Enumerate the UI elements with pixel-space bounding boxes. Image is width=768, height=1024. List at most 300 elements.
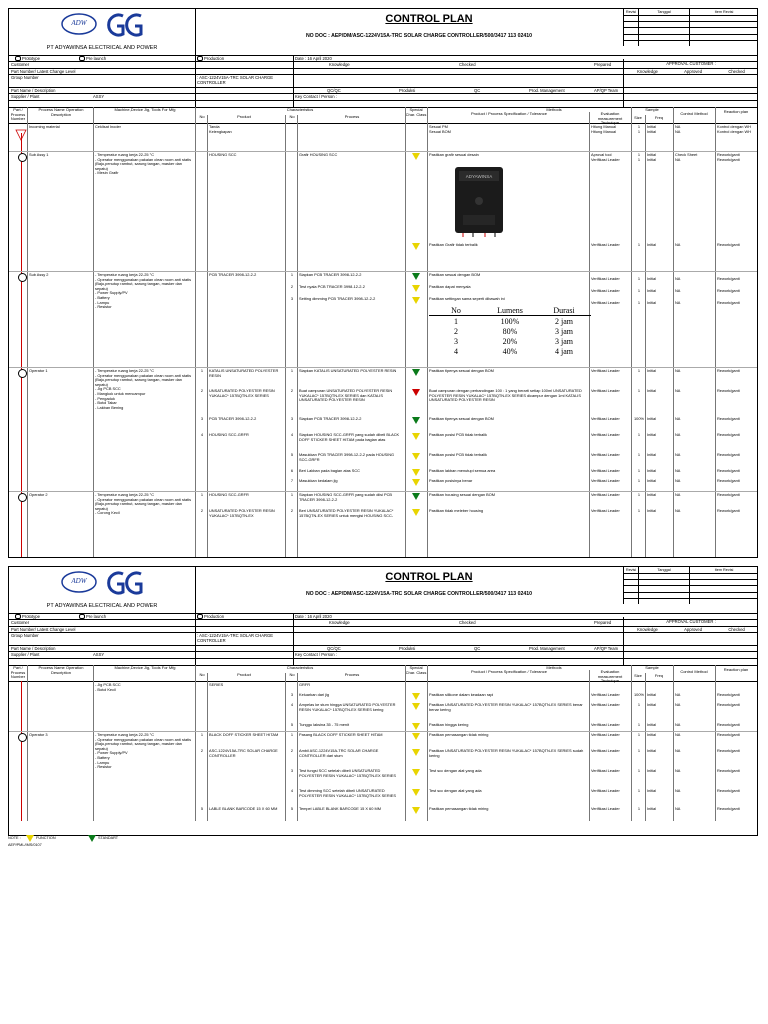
row-incoming-process: Incoming material (29, 124, 60, 129)
s2-freq-col: Initial Initial Initial (647, 692, 657, 727)
dimming-header-no: No (429, 305, 483, 316)
special-char-yellow-icon (412, 243, 420, 250)
op1-react-col: Rework/ganti Rework/ganti Rework/ganti Rework/ganti Rework/ganti Rework/ganti Rework/ganti (717, 368, 740, 483)
operation-symbol-icon (18, 493, 27, 502)
dept-apqp: AP/QP Team (594, 88, 619, 93)
control-plan-sheet-1 (8, 8, 758, 558)
supplier-value: ASSY (93, 652, 105, 658)
op3-item-spec: Pastikan UNSATURATED POLYESTER RESIN YUKALAC* 157BQTN-EX SERIES sudah kering (429, 748, 584, 758)
op1-item-process: Masukkan kedalam jig (299, 478, 338, 483)
op1-item-spec: Pastikan posisi PCB tidak terbalik (429, 432, 487, 437)
op3-size-col: 1 1 1 1 1 (637, 732, 641, 811)
op1-item-no2: 1 (290, 368, 294, 373)
op1-freq-col: Initial Initial Initial Initial Initial Initial Initial (647, 368, 657, 483)
s2-size-col: 100% 1 1 (634, 692, 644, 727)
dimming-cell: 3 jam (555, 326, 573, 336)
col-part-no: Part / Process Number (10, 107, 26, 122)
op3-eval-col: Verifikasi Leader Verifikasi Leader Verifikasi Leader Verifikasi Leader Verifikasi Leader (591, 732, 620, 811)
team-checked: Checked (459, 620, 476, 626)
dept-qc2: QC (474, 646, 481, 651)
op3-item-process: Pasang BLACK DOFF STICKER SHEET HITAM (299, 732, 383, 737)
row-subassy1-react: Rework/ganti Rework/ganti (717, 152, 740, 162)
row-operator1-machine: - Temperatur ruang kerja 22-25 °C - Operator menggunakan pakaian clean room anti statis (Baju,penutup rambut, sarung tangan, masker dan sepatu) - Jig PCB SCC - Mangkok untuk mencampur - Pengaduk - Botol Takar - Lakban Bening (95, 368, 192, 410)
op3-item-spec: Pastikan pemasangan tidak miring (429, 806, 489, 811)
op3-item-product: ASC-1224V15A-TRC SOLAR CHARGE CONTROLLER (209, 748, 278, 758)
gg-logo-icon (105, 12, 145, 38)
dimming-header-lumens: Lumens (483, 305, 537, 316)
team-knowledge: Knowledge (329, 620, 350, 626)
revision-table (623, 9, 758, 46)
dimming-cell: 3 jam (555, 336, 573, 346)
row-operator3-machine: - Temperatur ruang kerja 22-25 °C - Operator menggunakan pakaian clean room anti statis (Baju,penutup rambut, sarung tangan, masker dan sepatu) - Power Supply/PV - Battery - Lampu - Resistor (95, 732, 192, 770)
subassy2-size-col: 1 1 1 (637, 276, 641, 305)
col-process-name: Process Name Operation Description (38, 665, 84, 675)
op1-item-process: Masukkan PCB TRACER 3998-12-2-2 pada HOUSING SCC-GRFR (299, 452, 395, 462)
document-number: NO DOC : AEP/DM/ASC-1224V15A-TRC SOLAR CHARGE CONTROLLER/500/3417 113 02410 (305, 33, 533, 39)
row-operator2-machine: - Temperatur ruang kerja 22-25 °C - Operator menggunakan pakaian clean room anti statis (Baju,penutup rambut, sarung tangan, masker dan sepatu) - Corong Kecil (95, 492, 192, 516)
col-no: No (199, 114, 205, 119)
op3-item-no: 1 (200, 732, 204, 737)
col-methods: Methods (546, 665, 562, 670)
team-checked: Checked (459, 62, 476, 68)
op2-ctrl-col: NA NA (675, 492, 681, 513)
company-name: PT ADYAWINSA ELECTRICAL AND POWER (46, 45, 158, 51)
s2-item-process: Ampelas ke stum hingga UNSATURATED POLYESTER RESIN YUKALAC* 157BQTN-EX SERIES kering (299, 702, 396, 712)
row-subassy1-proc: Grafir HOUSING SCC (299, 152, 338, 157)
dept-produksi: Produksi (399, 646, 416, 651)
group-number-label: Group Number (11, 633, 39, 639)
col-evaluation: Evaluation measurement Technique (597, 669, 623, 684)
special-char-green-icon (412, 369, 420, 376)
s2-item-process: Tunggu laksina 35 - 75 menit (299, 722, 350, 727)
prelaunch-option[interactable]: Pre launch (79, 56, 106, 61)
op2-freq-col: Initial Initial (647, 492, 657, 513)
row-grafir-eval: Verifikasi Leader (591, 242, 620, 247)
group-number-label: Group Number (11, 75, 39, 81)
scc-device-image (449, 165, 509, 237)
info-section (9, 55, 757, 108)
approval-approved: Approved (684, 69, 703, 74)
op3-item-spec: Test scc dengan alat yang ada (429, 788, 482, 793)
row-subassy1-machine: - Temperatur ruang kerja 22-25 °C - Operator menggunakan pakaian clean room anti statis (Baju,penutup rambut, sarung tangan, masker dan sepatu) - Mesin Grafir (95, 152, 192, 176)
info-section (9, 613, 757, 666)
dimming-table (429, 305, 591, 356)
row-grafir-size: 1 (637, 242, 641, 247)
special-char-yellow-icon (412, 807, 420, 814)
special-char-red-icon (412, 389, 420, 396)
row-subassy2-product: PCB TRACER 3998-12-2-2 (209, 272, 257, 277)
dimming-cell: 100% (500, 316, 520, 326)
special-char-yellow-icon (412, 509, 420, 516)
op1-item-product: UNSATURATED POLYESTER RESIN YUKALAC* 157BQTN-EX SERIES (209, 388, 275, 398)
col-size: Size (634, 115, 642, 120)
subassy2-ctrl-col: NA NA NA (675, 276, 681, 305)
part-name-value: : ASC-1224V15A-TRC SOLAR CHARGE CONTROLLER (197, 633, 274, 644)
op1-item-product: KATALIS UNSATURATED POLYESTER RESIN (209, 368, 279, 378)
part-number-label: Part Number/ Latest Change Level (11, 68, 76, 74)
op3-item-no: 2 (200, 748, 204, 753)
production-option[interactable]: Production (197, 56, 224, 61)
row-operator3-process: Operator 3 (29, 732, 48, 737)
op3-item-no2: 5 (290, 806, 294, 811)
special-char-yellow-icon (412, 469, 420, 476)
dept-qc2: QC (474, 88, 481, 93)
col-characteristics: Characteristics (286, 107, 314, 112)
revision-header: Revisi (624, 9, 639, 15)
row-subassy1-process: Sub Assy 1 (29, 152, 49, 157)
col-machine: Machine,Device Jig, Tools For Mfg (114, 665, 176, 670)
s2-item-spec: Pastikan hingga kering (429, 722, 469, 727)
op1-size-col: 1 1 100% 1 1 1 1 (634, 368, 644, 483)
special-char-yellow-icon (412, 733, 420, 740)
prelaunch-option[interactable]: Pre launch (79, 614, 106, 619)
approval-title: APPROVAL CUSTOMER : (666, 61, 716, 66)
row-incoming-ctrl: NA NA (675, 124, 681, 134)
s2-item-no: 3 (290, 692, 294, 697)
subassy2-react-col: Rework/ganti Rework/ganti Rework/ganti (717, 276, 740, 305)
row-grafir-ctrl: NA (675, 242, 681, 247)
control-plan-sheet-2 (8, 566, 758, 836)
prototype-option[interactable]: Prototype (15, 56, 40, 61)
dimming-header-durasi: Durasi (537, 305, 591, 316)
op1-item-process: Buat campuran UNSATURATED POLYESTER RESIN YUKALAC* 157BQTN-EX SERIES dan KATALIS UNSATURATED POLYESTER RESIN (299, 388, 393, 403)
subassy2-item-no: 2 (290, 284, 294, 289)
legend-function-label: FUNCTION (36, 836, 56, 840)
gg-logo-icon (105, 570, 145, 596)
col-process: Process (344, 672, 360, 677)
logo-area (9, 567, 196, 613)
row-subassy1-ctrl: Check Sheet NA (675, 152, 698, 162)
s2-cont-process: GRFR (299, 682, 311, 687)
op3-item-process: Test fungsi SCC setelah dibeli UNSATURATED POLYESTER RESIN YUKALAC* 157BQTN-EX SERIES (299, 768, 396, 778)
dept-apqp: AP/QP Team (594, 646, 619, 651)
special-char-yellow-icon (412, 769, 420, 776)
approval-checked: Checked (728, 627, 745, 632)
subassy2-item-process: Siapkan PCB TRACER 3998-12-2-2 (299, 272, 362, 277)
legend-standart-icon (88, 835, 96, 842)
adyawinsa-logo-icon (61, 13, 97, 35)
supplier-label: Supplier / Plant (11, 652, 40, 658)
special-char-yellow-icon (412, 285, 420, 292)
col-product: Product (237, 114, 251, 119)
operation-symbol-icon (18, 733, 27, 742)
subassy2-item-no: 1 (290, 272, 294, 277)
s2-react-col: Rework/ganti Rework/ganti Rework/ganti (717, 692, 740, 727)
row-operator1-process: Operator 1 (29, 368, 48, 373)
col-reaction: Reaction plan (723, 109, 749, 114)
col-control: Control Method (680, 111, 708, 116)
subassy2-item-spec: Pastikan settingan sama seperti dibawah ini (429, 296, 505, 301)
op1-item-spec: Pastikan tipenya sesuai dengan BOM (429, 416, 494, 421)
part-name-value: : ASC-1224V15A-TRC SOLAR CHARGE CONTROLLER (197, 75, 274, 86)
dept-qc: QC/QC (327, 646, 341, 651)
row-subassy1-product: HOUSING SCC (209, 152, 237, 157)
row-incoming-react: Kontrol dengan WH Kontrol dengan WH (717, 124, 751, 134)
op3-ctrl-col: NA NA NA NA NA (675, 732, 681, 811)
special-char-yellow-icon (412, 789, 420, 796)
row-incoming-eval: Hitung Manual Hitung Manual (591, 124, 617, 134)
col-freq: Freq (654, 673, 664, 678)
operation-symbol-icon (18, 153, 27, 162)
item-revision-header: Item Revisi (714, 10, 734, 14)
item-revision-header: Item Revisi (714, 568, 734, 572)
op1-item-spec: Pastikan lakban menutupi semua area (429, 468, 496, 473)
legend-function-icon (26, 835, 34, 842)
row-incoming-product: Tanda Kelengkapan (209, 124, 232, 134)
col-no: No (199, 672, 205, 677)
s2-item-spec: Pastikan UNSATURATED POLYESTER RESIN YUKALAC* 157BQTN-EX SERIES benar benar kering (429, 702, 583, 712)
s2-item-no: 5 (290, 722, 294, 727)
row-incoming-freq: Initial Initial (647, 124, 657, 134)
op1-item-no: 4 (200, 432, 204, 437)
op3-item-product: BLACK DOFF STICKER SHEET HITAM (209, 732, 279, 737)
op1-item-spec: Pastikan tipenya sesuai dengan BOM (429, 368, 494, 373)
col-freq: Freq (654, 115, 664, 120)
special-char-yellow-icon (412, 433, 420, 440)
op1-item-process: Siapkan KATALIS UNSATURATED POLYESTER RESIN (299, 368, 397, 373)
col-evaluation: Evaluation measurement Technique (597, 111, 623, 126)
op2-item-no: 1 (200, 492, 204, 497)
op2-item-product: UNSATURATED POLYESTER RESIN YUKALAC* 157BQTN-EX (209, 508, 275, 518)
op2-item-spec: Pastikan tidak meleber housing (429, 508, 484, 513)
col-spec: Product / Process Specification / Tolerance (471, 669, 547, 674)
special-char-yellow-icon (412, 153, 420, 160)
subassy2-freq-col: Initial Initial Initial (647, 276, 657, 305)
subassy2-item-process: Setting dimming PCB TRACER 3998-12-2-2 (299, 296, 376, 301)
date-field: Date : 16 April 2020 (295, 614, 332, 619)
col-control: Control Method (680, 669, 708, 674)
svg-text:ADW: ADW (71, 577, 87, 585)
op2-item-no2: 1 (290, 492, 294, 497)
dimming-cell: 1 (454, 316, 458, 326)
op2-item-spec: Pastikan housing sesuai dengan BOM (429, 492, 495, 497)
approval-checked: Checked (728, 69, 745, 74)
subassy2-item-process: Test nyala PCB TRACER 3998-12-2-2 (299, 284, 365, 289)
dimming-cell: 4 jam (555, 346, 573, 356)
row-subassy2-machine: - Temperatur ruang kerja 22-25 °C - Operator menggunakan pakaian clean room anti statis (Baju,penutup rambut, sarung tangan, masker dan sepatu) - Power Supply/PV - Battery - Lampu - Resistor (95, 272, 192, 310)
col-sample: Sample (645, 665, 659, 670)
op1-item-no: 3 (200, 416, 204, 421)
col-special: Special Char. Class (405, 107, 427, 117)
op1-item-no2: 6 (290, 468, 294, 473)
device-brand-label: ADYAWINSA (465, 174, 493, 179)
op3-react-col: Rework/ganti Rework/ganti Rework/ganti Rework/ganti Rework/ganti (717, 732, 740, 811)
supplier-value: ASSY (93, 94, 105, 100)
approval-knowledge: Knowledge (637, 69, 658, 74)
team-prepared: Prepared (594, 62, 612, 68)
document-number: NO DOC : AEP/DM/ASC-1224V15A-TRC SOLAR CHARGE CONTROLLER/500/3417 113 02410 (305, 591, 533, 597)
special-char-yellow-icon (412, 693, 420, 700)
op3-item-process: Test dimming SCC setelah dibeli UNSATURATED POLYESTER RESIN YUKALAC* 157BQTN-EX SERIES (299, 788, 396, 798)
row-operator2-process: Operator 2 (29, 492, 48, 497)
special-char-yellow-icon (412, 703, 420, 710)
op1-item-process: Beri Lakban pada bagian atas SCC (299, 468, 360, 473)
document-title: CONTROL PLAN (385, 571, 473, 583)
sheet-header (9, 9, 757, 56)
dept-produksi: Produksi (399, 88, 416, 93)
dimming-cell: 2 jam (555, 316, 573, 326)
op1-item-no: 2 (200, 388, 204, 393)
prototype-option[interactable]: Prototype (15, 614, 40, 619)
row-incoming-machine: Ceklisat Inoder (95, 124, 121, 129)
op1-eval-col: Verifikasi Leader Verifikasi Leader Verifikasi Leader Verifikasi Leader Verifikasi Leader Verifikasi Leader Verifikasi Leader (591, 368, 620, 483)
op3-item-no2: 1 (290, 732, 294, 737)
op3-item-no2: 3 (290, 768, 294, 773)
legend-standart-label: STANDART (98, 836, 119, 840)
dimming-cell: 40% (502, 346, 518, 356)
row-grafir-freq: Initial (647, 242, 657, 247)
row-subassy1-eval: Aproval tool Verifikasi Leader (591, 152, 620, 162)
col-sample: Sample (645, 107, 659, 112)
col-size: Size (634, 673, 642, 678)
op3-item-no2: 2 (290, 748, 294, 753)
op1-item-process: Siapkan HOUSING SCC-GRFR yang sudah dibeli BLACK DOFF STICKER SHEET HITAM pada bagian atas (299, 432, 400, 442)
row-subassy1-freq: Initial Initial (647, 152, 657, 162)
col-methods: Methods (546, 107, 562, 112)
company-name: PT ADYAWINSA ELECTRICAL AND POWER (46, 603, 158, 609)
document-title: CONTROL PLAN (385, 13, 473, 25)
dimming-cell: 2 (454, 326, 458, 336)
op1-item-spec: Pastikan posisi PCB tidak terbalik (429, 452, 487, 457)
op3-item-spec: Pastikan pemasangan tidak miring (429, 732, 489, 737)
op1-item-product: HOUSING SCC-GRFR (209, 432, 249, 437)
col-special: Special Char. Class (405, 665, 427, 675)
op1-item-no2: 5 (290, 452, 294, 457)
special-char-yellow-icon (412, 479, 420, 486)
op1-item-no2: 4 (290, 432, 294, 437)
op1-item-process: Siapkan PCB TRACER 3998-12-2-2 (299, 416, 362, 421)
col-machine: Machine,Device Jig, Tools For Mfg (114, 107, 176, 112)
op2-item-no2: 2 (290, 508, 294, 513)
subassy2-item-no: 3 (290, 296, 294, 301)
op2-item-no: 2 (200, 508, 204, 513)
row-subassy1-spec: Pastikan grafir sesuai desain (429, 152, 479, 157)
subassy2-item-spec: Pastikan sesuai dengan BOM (429, 272, 481, 277)
col-process-name: Process Name Operation Description (38, 107, 84, 117)
op3-item-product: LABLE BLANK BARCODE 15 X 60 MM (209, 806, 278, 811)
op1-item-no2: 3 (290, 416, 294, 421)
dept-qc: QC/QC (327, 88, 341, 93)
op1-item-no2: 7 (290, 478, 294, 483)
special-char-green-icon (412, 417, 420, 424)
op1-item-spec: Pastikan posisinya benar (429, 478, 473, 483)
s2-item-spec: Pastikan silikone dalam keadaan rapi (429, 692, 494, 697)
row-incoming-spec: Sesuai PM Sesuai BOM (429, 124, 451, 134)
op1-item-no2: 2 (290, 388, 294, 393)
dept-prod-management: Prod. Management (529, 646, 565, 651)
row-subassy2-process: Sub Assy 2 (29, 272, 49, 277)
dept-prod-management: Prod. Management (529, 88, 565, 93)
op2-eval-col: Verifikasi Leader Verifikasi Leader (591, 492, 620, 513)
col-characteristics: Characteristics (286, 665, 314, 670)
op3-item-no2: 4 (290, 788, 294, 793)
special-char-green-icon (412, 273, 420, 280)
key-contact: Key Contact / Person : (295, 94, 337, 100)
footer-note: NOTE : (8, 836, 21, 840)
customer-label: Customer (11, 620, 30, 626)
op2-size-col: 1 1 (637, 492, 641, 513)
col-process: Process (344, 114, 360, 119)
dimming-cell: 80% (502, 326, 518, 336)
operation-symbol-icon (18, 273, 27, 282)
s2-item-no: 4 (290, 702, 294, 707)
dimming-cell: 20% (502, 336, 518, 346)
op1-ctrl-col: NA NA NA NA NA NA NA (675, 368, 681, 483)
op2-item-product: HOUSING SCC-GRFR (209, 492, 249, 497)
key-contact: Key Contact / Person : (295, 652, 337, 658)
approval-customer (623, 59, 758, 107)
operation-symbol-icon (18, 369, 27, 378)
row-grafir-react: Rework/ganti (717, 242, 740, 247)
part-name-label: Part Name / Description (11, 646, 56, 651)
special-char-yellow-icon (412, 453, 420, 460)
op1-item-product: PCB TRACER 3998-12-2-2 (209, 416, 257, 421)
production-option[interactable]: Production (197, 614, 224, 619)
approval-customer (623, 617, 758, 665)
subassy2-item-spec: Pastikan dapat menyala (429, 284, 471, 289)
revision-table (623, 567, 758, 604)
col-no2: No (289, 114, 295, 119)
team-knowledge: Knowledge (329, 62, 350, 68)
special-char-yellow-icon (412, 749, 420, 756)
subassy2-eval-col: Verifikasi Leader Verifikasi Leader Verifikasi Leader (591, 276, 620, 305)
op1-item-no: 1 (200, 368, 204, 373)
row-incoming-size: 1 1 (637, 124, 641, 134)
special-char-green-icon (412, 493, 420, 500)
row-grafir-spec: Pastikan Grafir tidak terbalik (429, 242, 478, 247)
col-product: Product (237, 672, 251, 677)
supplier-label: Supplier / Plant (11, 94, 40, 100)
revision-header: Revisi (624, 567, 639, 573)
dimming-cell: 4 (454, 346, 458, 356)
logo-area (9, 9, 196, 55)
s2-item-process: Keluarkan dari jig (299, 692, 330, 697)
op3-item-no: 5 (200, 806, 204, 811)
date-header: Tanggal (639, 9, 690, 15)
op3-item-process: Tempel LABLE BLANK BARCODE 15 X 60 MM (299, 806, 381, 811)
op3-item-spec: Test scc dengan alat yang ada (429, 768, 482, 773)
date-field: Date : 16 April 2020 (295, 56, 332, 61)
part-name-label: Part Name / Description (11, 88, 56, 93)
special-char-yellow-icon (412, 297, 420, 304)
op2-item-process: Siapkan HOUSING SCC-GRFR yang sudah diisi PCB TRACER 3998-12-2-2 (299, 492, 392, 502)
team-prepared: Prepared (594, 620, 612, 626)
col-reaction: Reaction plan (723, 667, 749, 672)
col-spec: Product / Process Specification / Tolerance (471, 111, 547, 116)
op2-react-col: Rework/ganti Rework/ganti (717, 492, 740, 513)
s2-cont-product: SERIES (209, 682, 224, 687)
approval-knowledge: Knowledge (637, 627, 658, 632)
sheet-header (9, 567, 757, 614)
approval-title: APPROVAL CUSTOMER : (666, 619, 716, 624)
incoming-triangle-icon (15, 129, 27, 141)
s2-ctrl-col: NA NA NA (675, 692, 681, 727)
date-header: Tanggal (639, 567, 690, 573)
col-no2: No (289, 672, 295, 677)
customer-label: Customer (11, 62, 30, 68)
svg-text:ADW: ADW (71, 19, 87, 27)
op2-item-process: Beri UNSATURATED POLYESTER RESIN YUKALAC* 157BQTN-EX SERIES untuk mengisi HOUSING SCC- (299, 508, 394, 518)
col-part-no: Part / Process Number (10, 665, 26, 680)
adyawinsa-logo-icon (61, 571, 97, 593)
s2-eval-col: Verifikasi Leader Verifikasi Leader Verifikasi Leader (591, 692, 620, 727)
part-number-label: Part Number/ Latest Change Level (11, 626, 76, 632)
op3-item-process: Ambil ASC-1224V15A-TRC SOLAR CHARGE CONTROLLER dari stum (299, 748, 379, 758)
row-subassy1-size: 1 1 (637, 152, 641, 162)
op1-item-spec: Buat campuran dengan perbandingan 100 : 1 yang berarti setiap 100ml UNSATURATED POLYESTER RESIN YUKALAC* 157BQTN-EX SERIES dicampur dengan 1ml KATALIS UNSATURATED POLYESTER RESIN (429, 388, 582, 403)
dimming-cell: 3 (454, 336, 458, 346)
footer-code: AEP/PML/IMS/0107 (8, 843, 42, 847)
